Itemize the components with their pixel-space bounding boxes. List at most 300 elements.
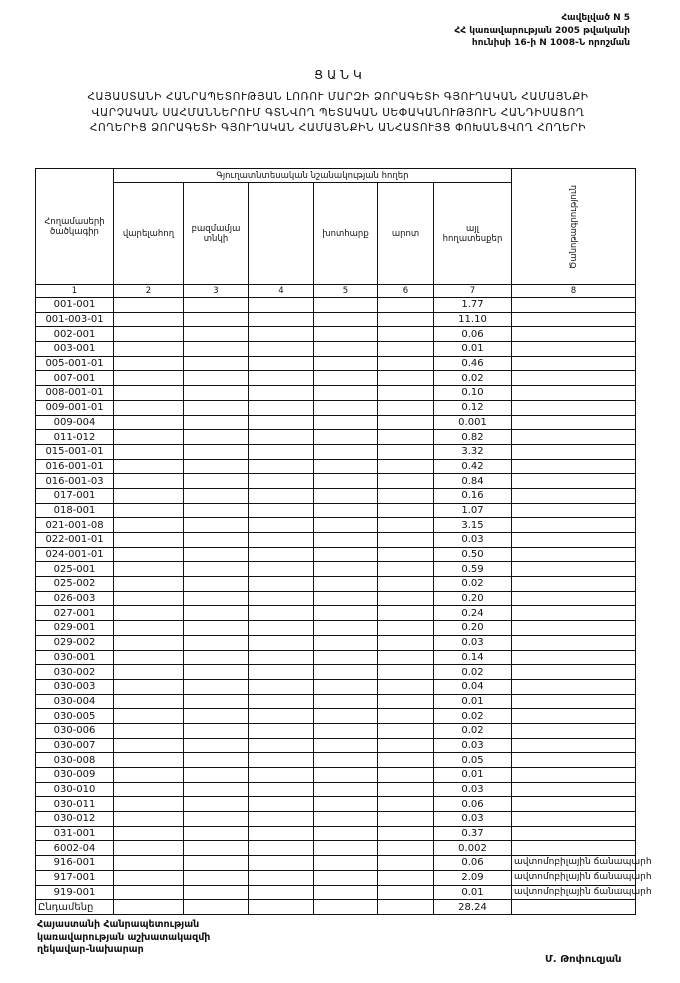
empty-cell bbox=[314, 826, 378, 841]
table-row bbox=[36, 812, 636, 827]
parcel-note bbox=[512, 488, 636, 503]
parcel-area: 0.84 bbox=[434, 474, 512, 489]
header-notes-label: Ծանոթագրություն bbox=[568, 184, 579, 269]
table-row bbox=[36, 826, 636, 841]
parcel-area: 0.82 bbox=[434, 430, 512, 445]
parcel-code: 030-012 bbox=[36, 812, 114, 827]
empty-cell bbox=[378, 635, 434, 650]
empty-cell bbox=[184, 694, 249, 709]
empty-cell bbox=[114, 621, 184, 636]
empty-cell bbox=[314, 444, 378, 459]
empty-cell bbox=[114, 444, 184, 459]
empty-cell bbox=[184, 679, 249, 694]
parcel-code: 011-012 bbox=[36, 430, 114, 445]
empty-cell bbox=[249, 356, 314, 371]
parcel-note bbox=[512, 679, 636, 694]
parcel-area: 0.02 bbox=[434, 709, 512, 724]
empty-cell bbox=[249, 870, 314, 885]
empty-cell bbox=[378, 709, 434, 724]
total-label: Ընդամենը bbox=[36, 900, 114, 915]
table-row bbox=[36, 430, 636, 445]
empty-cell bbox=[314, 386, 378, 401]
parcel-note bbox=[512, 826, 636, 841]
empty-cell bbox=[184, 518, 249, 533]
empty-cell bbox=[314, 621, 378, 636]
empty-cell bbox=[184, 885, 249, 900]
empty-cell bbox=[184, 591, 249, 606]
empty-cell bbox=[114, 606, 184, 621]
empty-cell bbox=[314, 606, 378, 621]
empty-cell bbox=[249, 782, 314, 797]
parcel-note: ավտոմոբիլային ճանապարհ bbox=[512, 856, 636, 871]
table-row bbox=[36, 723, 636, 738]
table-row bbox=[36, 474, 636, 489]
table-row bbox=[36, 709, 636, 724]
parcel-area: 0.46 bbox=[434, 356, 512, 371]
empty-cell bbox=[314, 562, 378, 577]
empty-cell bbox=[114, 885, 184, 900]
header-agricultural-land: Գյուղատնտեսական նշանակության հողեր bbox=[114, 169, 512, 183]
empty-cell bbox=[114, 371, 184, 386]
empty-cell bbox=[249, 518, 314, 533]
empty-cell bbox=[184, 356, 249, 371]
empty-cell bbox=[249, 738, 314, 753]
empty-cell bbox=[184, 430, 249, 445]
table-row bbox=[36, 841, 636, 856]
empty-cell bbox=[378, 415, 434, 430]
parcel-note bbox=[512, 694, 636, 709]
empty-cell bbox=[314, 533, 378, 548]
empty-cell bbox=[114, 694, 184, 709]
empty-cell bbox=[184, 635, 249, 650]
empty-cell bbox=[184, 533, 249, 548]
heading-line-3: ՀՈՂԵՐԻՑ ՁՈՐԱԳԵՏԻ ԳՅՈՒՂԱԿԱՆ ՀԱՄԱՅՆՔԻՆ ԱՆՀԱՏՈՒՅՑ ՓՈԽԱՆՑՎՈՂ ՀՈՂԵՐԻ bbox=[89, 122, 587, 134]
empty-cell bbox=[314, 312, 378, 327]
empty-cell bbox=[249, 621, 314, 636]
empty-cell bbox=[184, 503, 249, 518]
empty-cell bbox=[314, 679, 378, 694]
table-row bbox=[36, 459, 636, 474]
signer-name: Մ. Թոփուզյան bbox=[545, 954, 622, 965]
parcel-code: 030-004 bbox=[36, 694, 114, 709]
appendix-number: Հավելված N 5 bbox=[561, 13, 630, 23]
parcel-area: 0.06 bbox=[434, 797, 512, 812]
parcel-note: ավտոմոբիլային ճանապարհ bbox=[512, 870, 636, 885]
parcel-area: 0.01 bbox=[434, 768, 512, 783]
empty-cell bbox=[249, 459, 314, 474]
empty-cell bbox=[114, 797, 184, 812]
empty-cell bbox=[314, 459, 378, 474]
empty-cell bbox=[114, 591, 184, 606]
empty-cell bbox=[249, 665, 314, 680]
parcel-note bbox=[512, 312, 636, 327]
empty-cell bbox=[184, 621, 249, 636]
parcel-note bbox=[512, 812, 636, 827]
empty-cell bbox=[314, 782, 378, 797]
empty-cell bbox=[249, 474, 314, 489]
empty-cell bbox=[114, 459, 184, 474]
empty-cell bbox=[184, 768, 249, 783]
parcel-code: 016-001-03 bbox=[36, 474, 114, 489]
empty-cell bbox=[114, 679, 184, 694]
empty-cell bbox=[184, 488, 249, 503]
empty-cell bbox=[249, 812, 314, 827]
parcel-note bbox=[512, 665, 636, 680]
document-title: ՑԱՆԿ bbox=[314, 68, 366, 82]
empty-cell bbox=[184, 738, 249, 753]
footer-line-1: Հայաստանի Հանրապետության bbox=[37, 919, 200, 930]
parcel-code: 030-008 bbox=[36, 753, 114, 768]
parcel-code: 029-002 bbox=[36, 635, 114, 650]
empty-cell bbox=[114, 723, 184, 738]
empty-cell bbox=[114, 577, 184, 592]
parcel-code: 018-001 bbox=[36, 503, 114, 518]
parcel-area: 0.10 bbox=[434, 386, 512, 401]
parcel-note bbox=[512, 356, 636, 371]
table-row bbox=[36, 738, 636, 753]
empty-cell bbox=[378, 856, 434, 871]
empty-cell bbox=[184, 709, 249, 724]
document-heading bbox=[28, 90, 648, 137]
empty-cell bbox=[378, 841, 434, 856]
empty-cell bbox=[184, 547, 249, 562]
empty-cell bbox=[378, 782, 434, 797]
table-row bbox=[36, 298, 636, 313]
parcel-area: 0.37 bbox=[434, 826, 512, 841]
parcel-area: 0.04 bbox=[434, 679, 512, 694]
parcel-code: 030-001 bbox=[36, 650, 114, 665]
parcel-area: 11.10 bbox=[434, 312, 512, 327]
empty-cell bbox=[378, 430, 434, 445]
heading-line-1: ՀԱՅԱՍՏԱՆԻ ՀԱՆՐԱՊԵՏՈՒԹՅԱՆ ԼՈՌՈՒ ՄԱՐԶԻ ՁՈՐԱԳԵՏԻ ԳՅՈՒՂԱԿԱՆ ՀԱՄԱՅՆՔԻ bbox=[87, 91, 589, 103]
parcel-code: 005-001-01 bbox=[36, 356, 114, 371]
table-row bbox=[36, 444, 636, 459]
parcel-code: 001-001 bbox=[36, 298, 114, 313]
empty-cell bbox=[114, 665, 184, 680]
parcel-code: 917-001 bbox=[36, 870, 114, 885]
empty-cell bbox=[249, 635, 314, 650]
table-row bbox=[36, 606, 636, 621]
total-row bbox=[36, 900, 636, 915]
empty-cell bbox=[114, 856, 184, 871]
empty-cell bbox=[249, 430, 314, 445]
empty-cell bbox=[378, 621, 434, 636]
empty-cell bbox=[114, 738, 184, 753]
col-number: 6 bbox=[378, 285, 434, 298]
table-row bbox=[36, 679, 636, 694]
parcel-note bbox=[512, 459, 636, 474]
parcel-area: 0.01 bbox=[434, 885, 512, 900]
col-number: 7 bbox=[434, 285, 512, 298]
table-row bbox=[36, 797, 636, 812]
appendix-decree-date: հունիսի 16-ի N 1008-Ն որոշման bbox=[471, 38, 630, 48]
empty-cell bbox=[184, 577, 249, 592]
empty-cell bbox=[249, 650, 314, 665]
empty-cell bbox=[114, 870, 184, 885]
parcel-note bbox=[512, 650, 636, 665]
parcel-note bbox=[512, 400, 636, 415]
empty-cell bbox=[184, 826, 249, 841]
parcel-note bbox=[512, 738, 636, 753]
footer-line-2: կառավարության աշխատակազմի bbox=[37, 931, 211, 943]
empty-cell bbox=[184, 415, 249, 430]
parcel-note bbox=[512, 518, 636, 533]
empty-cell bbox=[249, 591, 314, 606]
empty-cell bbox=[314, 371, 378, 386]
empty-cell bbox=[378, 738, 434, 753]
parcel-note bbox=[512, 444, 636, 459]
empty-cell bbox=[249, 723, 314, 738]
empty-cell bbox=[114, 386, 184, 401]
header-perennial: բազմամյա տնկի bbox=[184, 183, 249, 285]
empty-cell bbox=[378, 386, 434, 401]
parcel-area: 0.05 bbox=[434, 753, 512, 768]
parcel-area: 0.02 bbox=[434, 665, 512, 680]
empty-cell bbox=[249, 444, 314, 459]
empty-cell bbox=[249, 547, 314, 562]
col-number: 1 bbox=[36, 285, 114, 298]
parcel-area: 0.20 bbox=[434, 621, 512, 636]
parcel-code: 017-001 bbox=[36, 488, 114, 503]
parcel-area: 0.03 bbox=[434, 533, 512, 548]
empty-cell bbox=[378, 723, 434, 738]
empty-cell bbox=[378, 400, 434, 415]
table-row bbox=[36, 342, 636, 357]
table-row bbox=[36, 547, 636, 562]
parcel-code: 030-010 bbox=[36, 782, 114, 797]
table-row bbox=[36, 386, 636, 401]
empty-cell bbox=[378, 488, 434, 503]
empty-cell bbox=[378, 870, 434, 885]
parcel-area: 3.32 bbox=[434, 444, 512, 459]
empty-cell bbox=[249, 606, 314, 621]
empty-cell bbox=[314, 856, 378, 871]
empty-cell bbox=[249, 753, 314, 768]
table-row bbox=[36, 488, 636, 503]
parcel-note bbox=[512, 327, 636, 342]
empty-cell bbox=[184, 782, 249, 797]
empty-cell bbox=[314, 797, 378, 812]
empty-cell bbox=[114, 753, 184, 768]
parcel-code: 021-001-08 bbox=[36, 518, 114, 533]
empty-cell bbox=[249, 371, 314, 386]
empty-cell bbox=[378, 679, 434, 694]
table-row bbox=[36, 694, 636, 709]
empty-cell bbox=[184, 342, 249, 357]
empty-cell bbox=[378, 694, 434, 709]
empty-cell bbox=[249, 841, 314, 856]
empty-cell bbox=[114, 415, 184, 430]
empty-cell bbox=[314, 518, 378, 533]
parcel-code: 001-003-01 bbox=[36, 312, 114, 327]
empty-cell bbox=[184, 841, 249, 856]
table-row bbox=[36, 577, 636, 592]
heading-line-2: ՎԱՐՉԱԿԱՆ ՍԱՀՄԱՆՆԵՐՈՒՄ ԳՏՆՎՈՂ ՊԵՏԱԿԱՆ ՍԵՓԱԿԱՆՈՒԹՅՈՒՆ ՀԱՆԴԻՍԱՑՈՂ bbox=[91, 106, 585, 119]
empty-cell bbox=[314, 430, 378, 445]
empty-cell bbox=[249, 503, 314, 518]
col-number: 2 bbox=[114, 285, 184, 298]
parcel-code: 009-004 bbox=[36, 415, 114, 430]
empty-cell bbox=[249, 415, 314, 430]
empty-cell bbox=[378, 459, 434, 474]
parcel-code: 6002-04 bbox=[36, 841, 114, 856]
empty-cell bbox=[184, 562, 249, 577]
empty-cell bbox=[378, 312, 434, 327]
empty-cell bbox=[378, 797, 434, 812]
empty-cell bbox=[249, 562, 314, 577]
parcel-note bbox=[512, 562, 636, 577]
col-number: 3 bbox=[184, 285, 249, 298]
empty-cell bbox=[314, 738, 378, 753]
empty-cell bbox=[249, 797, 314, 812]
parcel-area: 0.20 bbox=[434, 591, 512, 606]
empty-cell bbox=[114, 547, 184, 562]
footer-line-3: ղեկավար-նախարար bbox=[37, 944, 144, 955]
land-parcel-table bbox=[35, 168, 652, 915]
empty-cell bbox=[184, 400, 249, 415]
col-number: 8 bbox=[512, 285, 636, 298]
parcel-note: ավտոմոբիլային ճանապարհ bbox=[512, 885, 636, 900]
empty-cell bbox=[114, 400, 184, 415]
empty-cell bbox=[114, 635, 184, 650]
empty-cell bbox=[114, 312, 184, 327]
empty-cell bbox=[249, 694, 314, 709]
empty-cell bbox=[184, 371, 249, 386]
empty-cell bbox=[314, 635, 378, 650]
parcel-code: 016-001-01 bbox=[36, 459, 114, 474]
empty-cell bbox=[249, 298, 314, 313]
empty-cell bbox=[184, 606, 249, 621]
empty-cell bbox=[249, 342, 314, 357]
empty-cell bbox=[314, 885, 378, 900]
parcel-note bbox=[512, 474, 636, 489]
parcel-note bbox=[512, 298, 636, 313]
empty-cell bbox=[184, 753, 249, 768]
parcel-note bbox=[512, 797, 636, 812]
empty-cell bbox=[378, 444, 434, 459]
parcel-area: 0.06 bbox=[434, 856, 512, 871]
empty-cell bbox=[378, 298, 434, 313]
parcel-note bbox=[512, 577, 636, 592]
parcel-note bbox=[512, 753, 636, 768]
empty-cell bbox=[314, 591, 378, 606]
empty-cell bbox=[314, 342, 378, 357]
empty-cell bbox=[378, 768, 434, 783]
empty-cell bbox=[184, 870, 249, 885]
empty-cell bbox=[249, 488, 314, 503]
empty-cell bbox=[249, 386, 314, 401]
empty-cell bbox=[314, 327, 378, 342]
parcel-code: 030-005 bbox=[36, 709, 114, 724]
empty-cell bbox=[114, 562, 184, 577]
parcel-code: 007-001 bbox=[36, 371, 114, 386]
empty-cell bbox=[249, 709, 314, 724]
table-row bbox=[36, 312, 636, 327]
parcel-code: 030-002 bbox=[36, 665, 114, 680]
table-row bbox=[36, 591, 636, 606]
parcel-note bbox=[512, 547, 636, 562]
parcel-code: 009-001-01 bbox=[36, 400, 114, 415]
empty-cell bbox=[378, 327, 434, 342]
empty-cell bbox=[314, 547, 378, 562]
parcel-code: 022-001-01 bbox=[36, 533, 114, 548]
parcel-code: 030-009 bbox=[36, 768, 114, 783]
empty-cell bbox=[184, 474, 249, 489]
parcel-note bbox=[512, 709, 636, 724]
empty-cell bbox=[184, 386, 249, 401]
empty-cell bbox=[378, 826, 434, 841]
empty-cell bbox=[249, 826, 314, 841]
empty-cell bbox=[314, 577, 378, 592]
empty-cell bbox=[378, 533, 434, 548]
empty-cell bbox=[314, 400, 378, 415]
empty-cell bbox=[314, 768, 378, 783]
parcel-note bbox=[512, 430, 636, 445]
parcel-code: 026-003 bbox=[36, 591, 114, 606]
empty-cell bbox=[114, 533, 184, 548]
col-number: 4 bbox=[249, 285, 314, 298]
empty-cell bbox=[114, 768, 184, 783]
table-row bbox=[36, 327, 636, 342]
parcel-code: 024-001-01 bbox=[36, 547, 114, 562]
empty-cell bbox=[378, 577, 434, 592]
empty-cell bbox=[314, 415, 378, 430]
empty-cell bbox=[378, 518, 434, 533]
parcel-code: 015-001-01 bbox=[36, 444, 114, 459]
parcel-code: 029-001 bbox=[36, 621, 114, 636]
column-number-row bbox=[36, 285, 636, 298]
empty-cell bbox=[314, 298, 378, 313]
empty-cell bbox=[184, 650, 249, 665]
empty-cell bbox=[184, 312, 249, 327]
empty-cell bbox=[378, 371, 434, 386]
table-row bbox=[36, 782, 636, 797]
empty-cell bbox=[314, 841, 378, 856]
parcel-code: 030-006 bbox=[36, 723, 114, 738]
empty-cell bbox=[114, 327, 184, 342]
parcel-area: 0.03 bbox=[434, 738, 512, 753]
parcel-code: 027-001 bbox=[36, 606, 114, 621]
header-notes bbox=[512, 169, 636, 285]
parcel-note bbox=[512, 841, 636, 856]
header-hayfield: խոտհարք bbox=[314, 183, 378, 285]
table-row bbox=[36, 562, 636, 577]
parcel-area: 3.15 bbox=[434, 518, 512, 533]
parcel-area: 0.24 bbox=[434, 606, 512, 621]
footer-position bbox=[37, 919, 210, 957]
parcel-area: 0.002 bbox=[434, 841, 512, 856]
parcel-area: 0.16 bbox=[434, 488, 512, 503]
parcel-note bbox=[512, 606, 636, 621]
empty-cell bbox=[114, 474, 184, 489]
total-area: 28.24 bbox=[434, 900, 512, 915]
header-other-land: այլ հողատեսքեր bbox=[434, 183, 512, 285]
parcel-area: 0.01 bbox=[434, 342, 512, 357]
parcel-code: 916-001 bbox=[36, 856, 114, 871]
empty-cell bbox=[184, 797, 249, 812]
appendix-decree: ՀՀ կառավարության 2005 թվականի bbox=[454, 25, 630, 36]
empty-cell bbox=[114, 488, 184, 503]
parcel-note bbox=[512, 768, 636, 783]
empty-cell bbox=[249, 577, 314, 592]
empty-cell bbox=[114, 356, 184, 371]
parcel-area: 0.06 bbox=[434, 327, 512, 342]
empty-cell bbox=[314, 812, 378, 827]
parcel-code: 002-001 bbox=[36, 327, 114, 342]
parcel-code: 025-001 bbox=[36, 562, 114, 577]
empty-cell bbox=[378, 665, 434, 680]
table-row bbox=[36, 356, 636, 371]
